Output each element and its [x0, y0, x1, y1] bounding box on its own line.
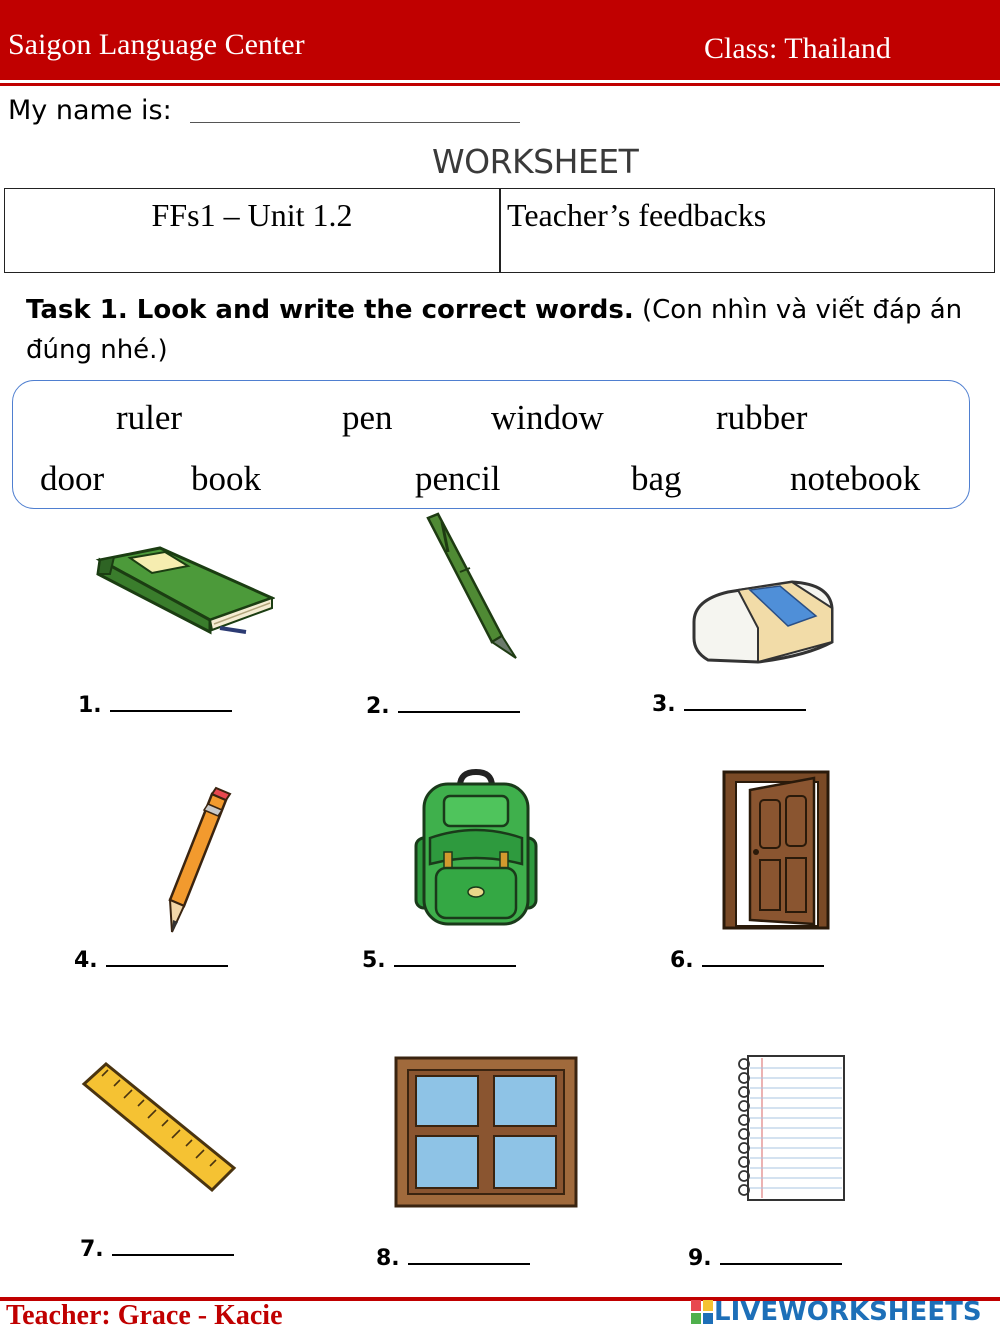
- word-ruler: ruler: [116, 398, 183, 437]
- pen-icon: [420, 512, 525, 662]
- answer-number: 6.: [670, 948, 694, 973]
- answer-number: 3.: [652, 692, 676, 717]
- answer-blank-7[interactable]: [112, 1238, 234, 1256]
- answer-number: 4.: [74, 948, 98, 973]
- word-book: book: [191, 459, 261, 498]
- notebook-icon: [734, 1052, 848, 1204]
- answer-number: 7.: [80, 1237, 104, 1262]
- answer-7: [80, 1237, 234, 1262]
- answer-8: [376, 1246, 530, 1271]
- logo-text: LIVEWORKSHEETS: [714, 1297, 982, 1327]
- answer-6: [670, 948, 824, 973]
- answer-2: [366, 694, 520, 719]
- ruler-icon: [80, 1058, 238, 1194]
- answer-number: 5.: [362, 948, 386, 973]
- answer-number: 1.: [78, 693, 102, 718]
- name-label: My name is:: [8, 95, 172, 126]
- liveworksheets-logo: [690, 1297, 982, 1327]
- answer-1: [78, 693, 232, 718]
- word-pencil: pencil: [415, 459, 501, 498]
- table-divider: [499, 189, 501, 272]
- answer-3: [652, 692, 806, 717]
- answer-blank-9[interactable]: [720, 1247, 842, 1265]
- answer-4: [74, 948, 228, 973]
- worksheet-title: WORKSHEET: [432, 142, 639, 181]
- info-table: [4, 188, 995, 273]
- book-icon: [90, 540, 275, 635]
- answer-blank-8[interactable]: [408, 1247, 530, 1265]
- logo-mark-icon: [690, 1299, 714, 1325]
- word-rubber: rubber: [716, 398, 808, 437]
- answer-number: 9.: [688, 1246, 712, 1271]
- window-icon: [394, 1056, 578, 1208]
- rubber-icon: [688, 578, 836, 666]
- answer-number: 8.: [376, 1246, 400, 1271]
- word-window: window: [491, 398, 604, 437]
- header-divider: [0, 83, 1000, 86]
- feedback-cell: Teacher’s feedbacks: [507, 197, 767, 233]
- door-icon: [722, 770, 830, 930]
- word-bag: bag: [631, 459, 682, 498]
- task-instruction: [26, 290, 966, 370]
- word-door: door: [40, 459, 105, 498]
- answer-blank-5[interactable]: [394, 949, 516, 967]
- teacher-name: Teacher: Grace - Kacie: [6, 1300, 283, 1331]
- class-name: Class: Thailand: [704, 32, 891, 65]
- task-translation: (Con nhìn và viết đáp án đúng nhé.): [26, 295, 963, 365]
- word-notebook: notebook: [790, 459, 921, 498]
- name-input-line[interactable]: [190, 122, 520, 123]
- answer-blank-4[interactable]: [106, 949, 228, 967]
- answer-blank-6[interactable]: [702, 949, 824, 967]
- center-name: Saigon Language Center: [8, 28, 305, 61]
- bag-icon: [410, 768, 542, 930]
- answer-5: [362, 948, 516, 973]
- answer-blank-1[interactable]: [110, 694, 232, 712]
- answer-blank-3[interactable]: [684, 693, 806, 711]
- pencil-icon: [164, 786, 234, 936]
- word-pen: pen: [342, 398, 393, 437]
- answer-9: [688, 1246, 842, 1271]
- unit-cell: FFs1 – Unit 1.2: [151, 197, 353, 233]
- task-bold: Task 1. Look and write the correct words.: [26, 295, 634, 325]
- answer-number: 2.: [366, 694, 390, 719]
- answer-blank-2[interactable]: [398, 695, 520, 713]
